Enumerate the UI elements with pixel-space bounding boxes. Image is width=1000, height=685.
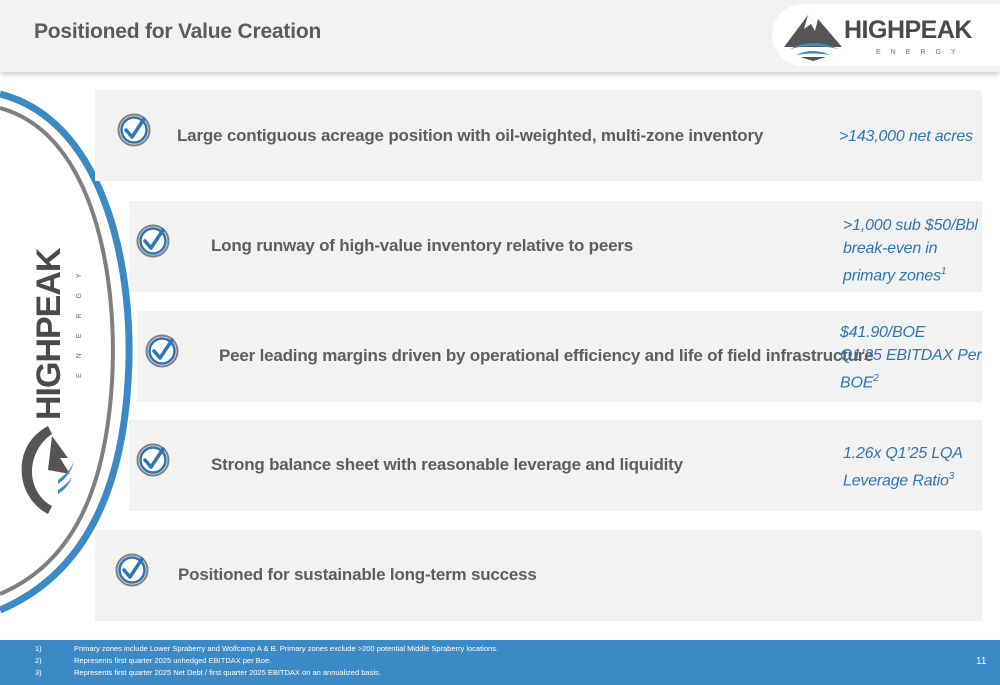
row-note: $41.90/BOE Q1’25 EBITDAX Per BOE$^2$ xyxy=(840,324,982,392)
footnote-text: Represents first quarter 2025 Net Debt / first quarter 2025 EBITDAX on an annualized basis. xyxy=(74,668,381,677)
checkmark-circle-icon xyxy=(136,443,170,477)
side-mountain-icon xyxy=(18,424,76,516)
side-logo-wordmark: HIGHPEAK xyxy=(30,248,68,420)
footnote-text: Represents first quarter 2025 unhedged EBITDAX per Boe. xyxy=(74,656,272,665)
footnote-text: Primary zones include Lower Spraberry and Wolfcamp A & B. Primary zones exclude >200 potential Middle Spraberry locations. xyxy=(74,644,499,653)
checkmark-circle-icon xyxy=(117,113,151,147)
company-logo xyxy=(772,4,1000,66)
page-number: 11 xyxy=(976,656,987,667)
footnote-number: 3) xyxy=(35,668,42,677)
page-title: Positioned for Value Creation xyxy=(34,20,322,43)
mountain-peak-icon xyxy=(780,7,846,63)
side-logo-tagline: ENERGY xyxy=(76,258,83,378)
row-text: Large contiguous acreage position with oil-weighted, multi-zone inventory xyxy=(177,126,764,145)
value-row-balance-sheet xyxy=(129,420,982,511)
value-row-margins xyxy=(137,311,982,402)
value-row-inventory xyxy=(129,201,982,292)
footnote-number: 1) xyxy=(35,644,42,653)
header-bar xyxy=(0,0,1000,72)
row-text: Positioned for sustainable long-term success xyxy=(178,565,537,584)
row-text: Long runway of high-value inventory relative to peers xyxy=(211,236,634,255)
logo-tagline: ENERGY xyxy=(876,49,966,56)
footer-bar xyxy=(0,640,1000,685)
logo-wordmark: HIGHPEAK xyxy=(844,16,972,44)
footnote-number: 2) xyxy=(35,656,42,665)
row-text: Peer leading margins driven by operational efficiency and life of field infrastructure xyxy=(219,346,874,365)
row-note: >1,000 sub $50/Bbl break-even in primary zones$^1$ xyxy=(843,217,978,285)
checkmark-circle-icon xyxy=(136,224,170,258)
row-note: 1.26x Q1’25 LQA Leverage Ratio$^3$ xyxy=(843,445,963,490)
value-row-acreage xyxy=(95,90,982,181)
value-row-sustainable xyxy=(95,530,982,621)
checkmark-circle-icon xyxy=(115,553,149,587)
row-note: >143,000 net acres xyxy=(839,128,973,145)
row-text: Strong balance sheet with reasonable leverage and liquidity xyxy=(211,455,683,474)
checkmark-circle-icon xyxy=(145,334,179,368)
